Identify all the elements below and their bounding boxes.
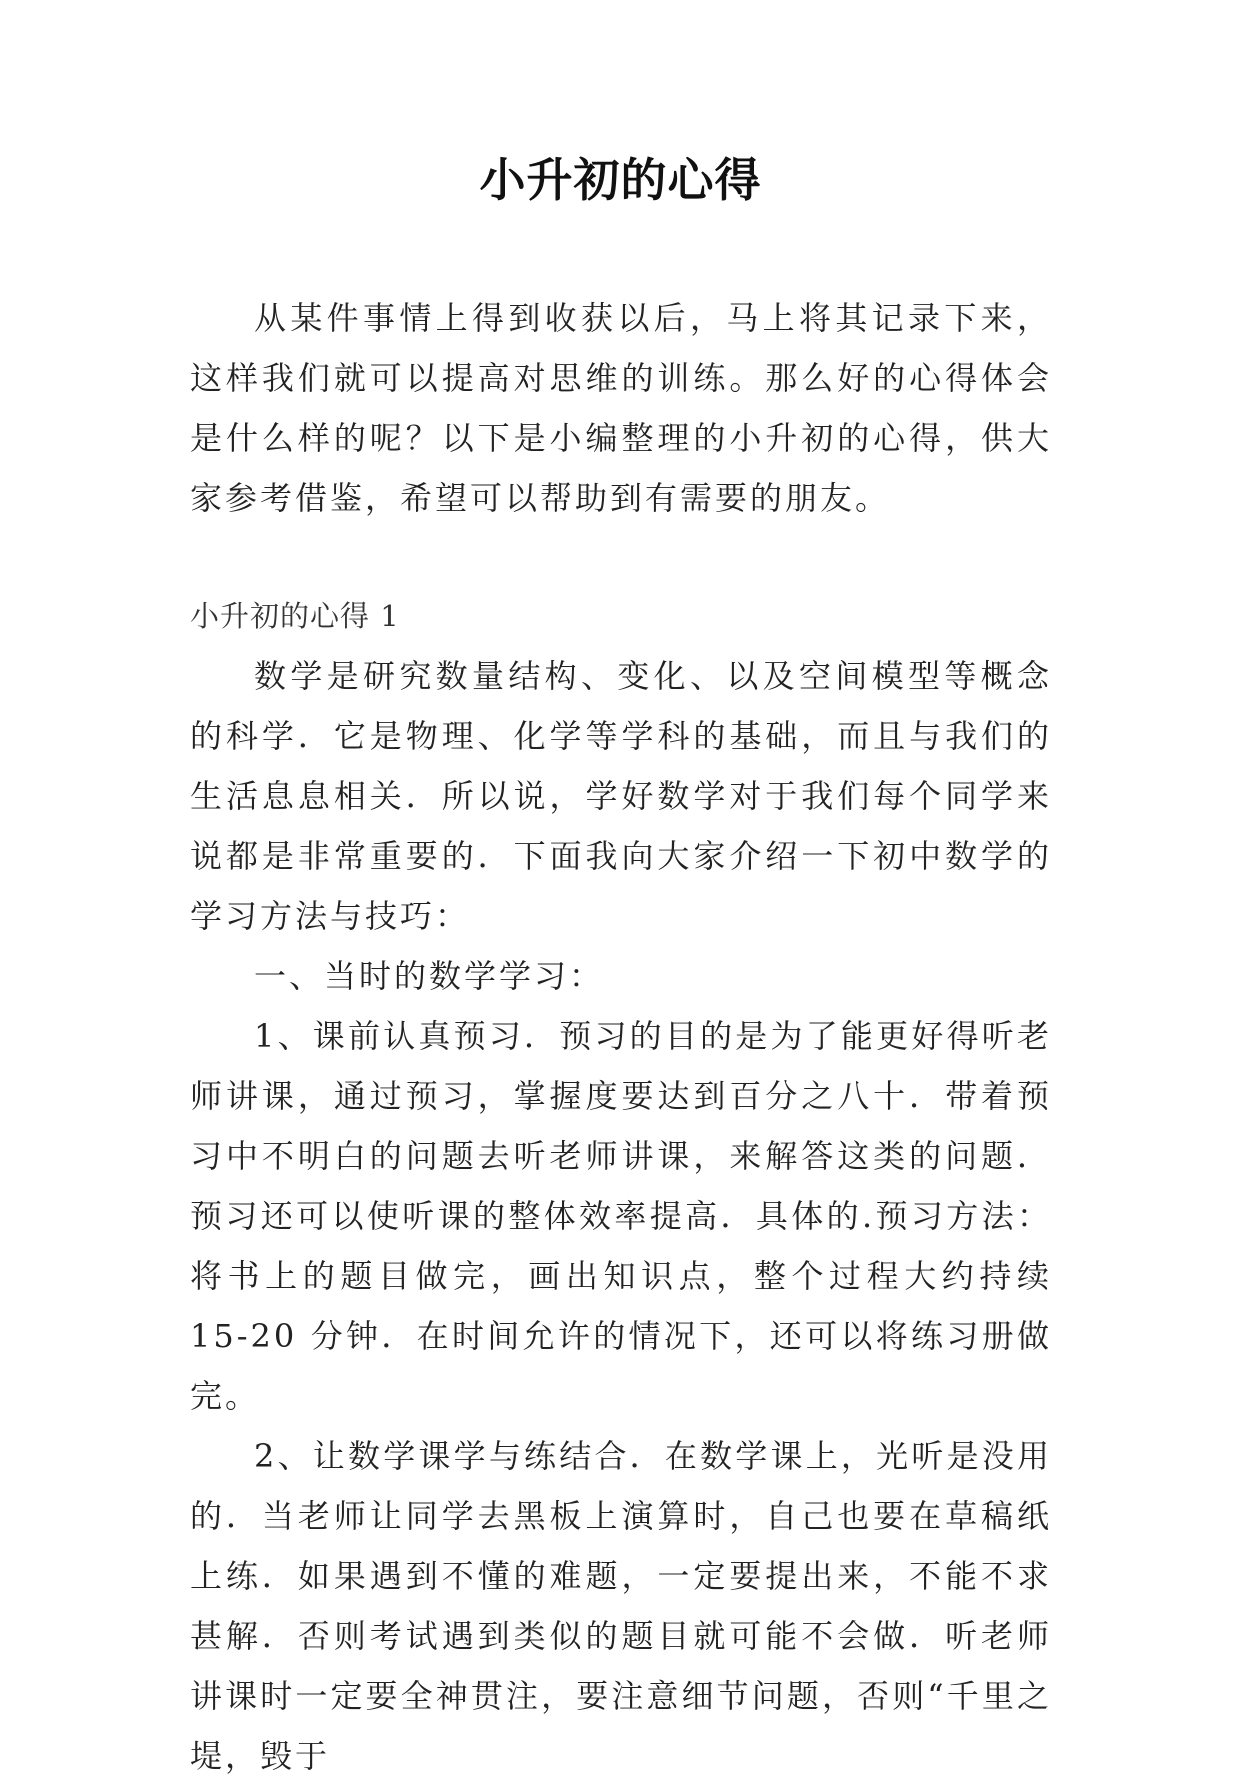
intro-paragraph: 从某件事情上得到收获以后，马上将其记录下来，这样我们就可以提高对思维的训练。那么好的心得体会是什么样的呢？以下是小编整理的小升初的心得，供大家参考借鉴，希望可以帮助到有需要的朋友。 bbox=[190, 299, 1052, 517]
section-spacer bbox=[190, 528, 1052, 586]
page-title: 小升初的心得 bbox=[479, 153, 762, 207]
body-paragraph: 1、课前认真预习．预习的目的是为了能更好得听老师讲课，通过预习，掌握度要达到百分之八十．带着预习中不明白的问题去听老师讲课，来解答这类的问题．预习还可以使听课的整体效率提高．具体的.预习方法：将书上的题目做完，画出知识点，整个过程大约持续 15-20 分钟．在时间允许的情况下，还可以将练习册做完。 bbox=[190, 1017, 1052, 1415]
body-paragraph: 2、让数学课学与练结合．在数学课上，光听是没用的．当老师让同学去黑板上演算时，自己也要在草稿纸上练．如果遇到不懂的难题，一定要提出来，不能不求甚解．否则考试遇到类似的题目就可能不会做．听老师讲课时一定要全神贯注，要注意细节问题，否则“千里之堤，毁于 bbox=[190, 1437, 1052, 1775]
body-paragraph: 数学是研究数量结构、变化、以及空间模型等概念的科学．它是物理、化学等学科的基础，而且与我们的生活息息相关．所以说，学好数学对于我们每个同学来说都是非常重要的．下面我向大家介绍一下初中数学的学习方法与技巧： bbox=[190, 657, 1052, 935]
body-paragraph: 一、当时的数学学习： bbox=[254, 957, 605, 995]
document-body bbox=[190, 288, 1052, 1786]
section-heading: 小升初的心得 1 bbox=[190, 599, 400, 633]
